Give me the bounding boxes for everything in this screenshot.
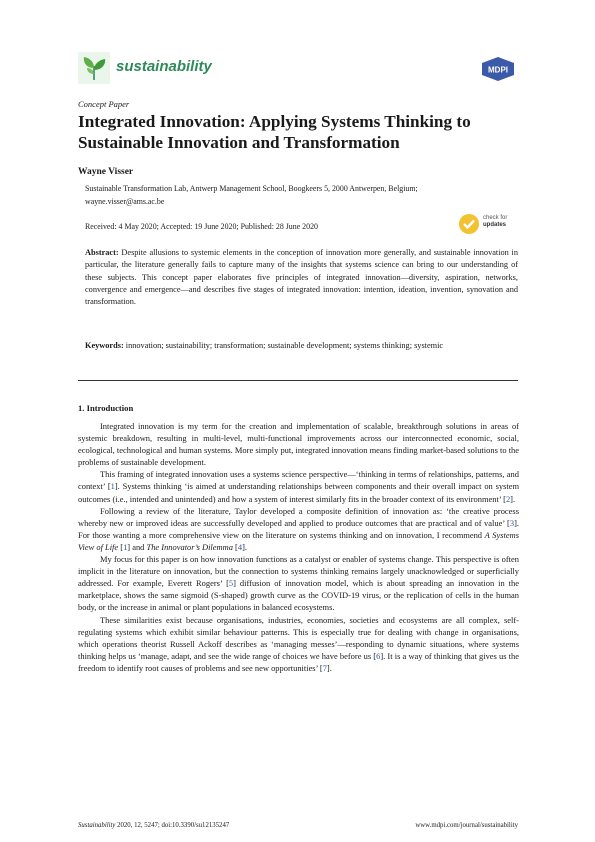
author-name: Wayne Visser [78, 167, 134, 177]
publication-dates: Received: 4 May 2020; Accepted: 19 June 2020; Published: 28 June 2020 [85, 222, 318, 231]
check-label: check for [483, 215, 508, 221]
citation-link[interactable]: 1 [110, 481, 115, 492]
paragraph-2: This framing of integrated innovation uses a systems science perspective—‘thinking in terms of relationships, patterns, and context’ [1]. Systems thinking ‘is aimed at understanding relationships between components and their overall impact on system outcomes (i.e., intended and unintended) and how a system of interest similarly fits in the broader context of its environment’ [2]. [78, 469, 520, 504]
check-for-updates-badge[interactable] [458, 212, 524, 236]
paper-title: Integrated Innovation: Applying Systems Thinking to Sustainable Innovation and Transformation [78, 112, 471, 152]
paragraph-3: Following a review of the literature, Taylor developed a composite definition of innovation as: ‘the creative process whereby new or improved ideas are successfully developed and applied to produce outcomes that are practical and of value’ [3]. For those wanting a more comprehensive view on the literature on systems thinking and on innovation, I recommend A Systems View of Life [1] and The Innovator’s Dilemma [4]. [78, 505, 519, 552]
book-title: The Innovator’s Dilemma [146, 541, 233, 552]
affiliation [85, 183, 525, 208]
book-title: A Systems View of Life [78, 529, 519, 552]
journal-name[interactable]: sustainability [116, 58, 212, 75]
citation-link[interactable]: 1 [123, 541, 128, 552]
mdpi-logo-icon[interactable] [480, 56, 516, 82]
section-heading: 1. Introduction [78, 403, 134, 413]
divider [78, 380, 518, 381]
citation-link[interactable]: 4 [237, 541, 243, 552]
citation-link[interactable]: 5 [228, 578, 234, 589]
article-type: Concept Paper [78, 99, 130, 109]
keywords-label: Keywords: [85, 341, 124, 350]
paragraph-4: My focus for this paper is on how innovation functions as a catalyst or enabler of systems change. This perspective is often implicit in the literature on innovation, but the connection to systems thinking remains largely unacknowledged or superficially addressed. For example, Everett Rogers’ [5] diffusion of innovation model, which is about spreading an innovation in the marketplace, shows the same sigmoid (S-shaped) growth curve as the COVID-19 virus, or the replication of cells in the human body, or the increase in animal or plant populations in balanced ecosystems. [78, 554, 519, 613]
abstract [85, 247, 518, 308]
keywords [85, 340, 518, 352]
paragraph-1: Integrated innovation is my term for the creation and implementation of scalable, breakthrough solutions in areas of systemic breakdown, resulting in multi-level, multi-functional improvements across our interconnected economic, social, ecological, technological and human systems. More simply put, integrated innovation means finding market-based solutions to the problems of sustainable development. [78, 421, 519, 468]
author-email[interactable]: wayne.visser@ams.ac.be [85, 196, 165, 206]
paragraph-5: These similarities exist because organisations, industries, economies, societies and ecosystems are all complex, self-regulating systems which exhibit similar behaviour patterns. This is especially true for dealing with change in organisations, which operations theorist Russell Ackoff describes as ‘managing messes’—responding to dynamic situations, where systems thinking helps us ‘manage, adapt, and see the wide range of choices we have before us [6]. It is a way of thinking that gives us the freedom to identify root causes of problems and see new opportunities’ [7]. [78, 614, 519, 673]
footer-citation [78, 822, 229, 829]
journal-logo-icon [78, 52, 110, 84]
affiliation-text: Sustainable Transformation Lab, Antwerp Management School, Boogkeers 5, 2000 Antwerpen, Belgium; [85, 184, 418, 193]
footer-journal: Sustainability [78, 822, 116, 829]
citation-link[interactable]: 3 [509, 517, 515, 528]
svg-text:MDPI: MDPI [488, 65, 508, 75]
citation-link[interactable]: 7 [322, 662, 327, 673]
updates-label: updates [483, 222, 507, 228]
citation-link[interactable]: 2 [505, 493, 511, 504]
check-for-updates-icon [458, 213, 480, 235]
keywords-text: innovation; sustainability; transformation; sustainable development; systems thinking; systemic [125, 341, 444, 350]
footer-url[interactable]: www.mdpi.com/journal/sustainability [415, 822, 518, 829]
abstract-text: Despite allusions to systemic elements in the conception of innovation more generally, and sustainable innovation in particular, the literature generally fails to capture many of the insights that systems science can bring to our understanding of these subjects. This concept paper elaborates five principles of integrated innovation—diversity, aspiration, networks, convergence and emergence—and describes five stages of integrated innovation: intention, ideation, invention, synovation and transformation. [85, 248, 519, 307]
footer-citation-details: 2020, 12, 5247; doi:10.3390/su12135247 [115, 822, 230, 829]
section-body [78, 420, 519, 674]
abstract-label: Abstract: [85, 248, 119, 257]
citation-link[interactable]: 6 [376, 650, 381, 661]
